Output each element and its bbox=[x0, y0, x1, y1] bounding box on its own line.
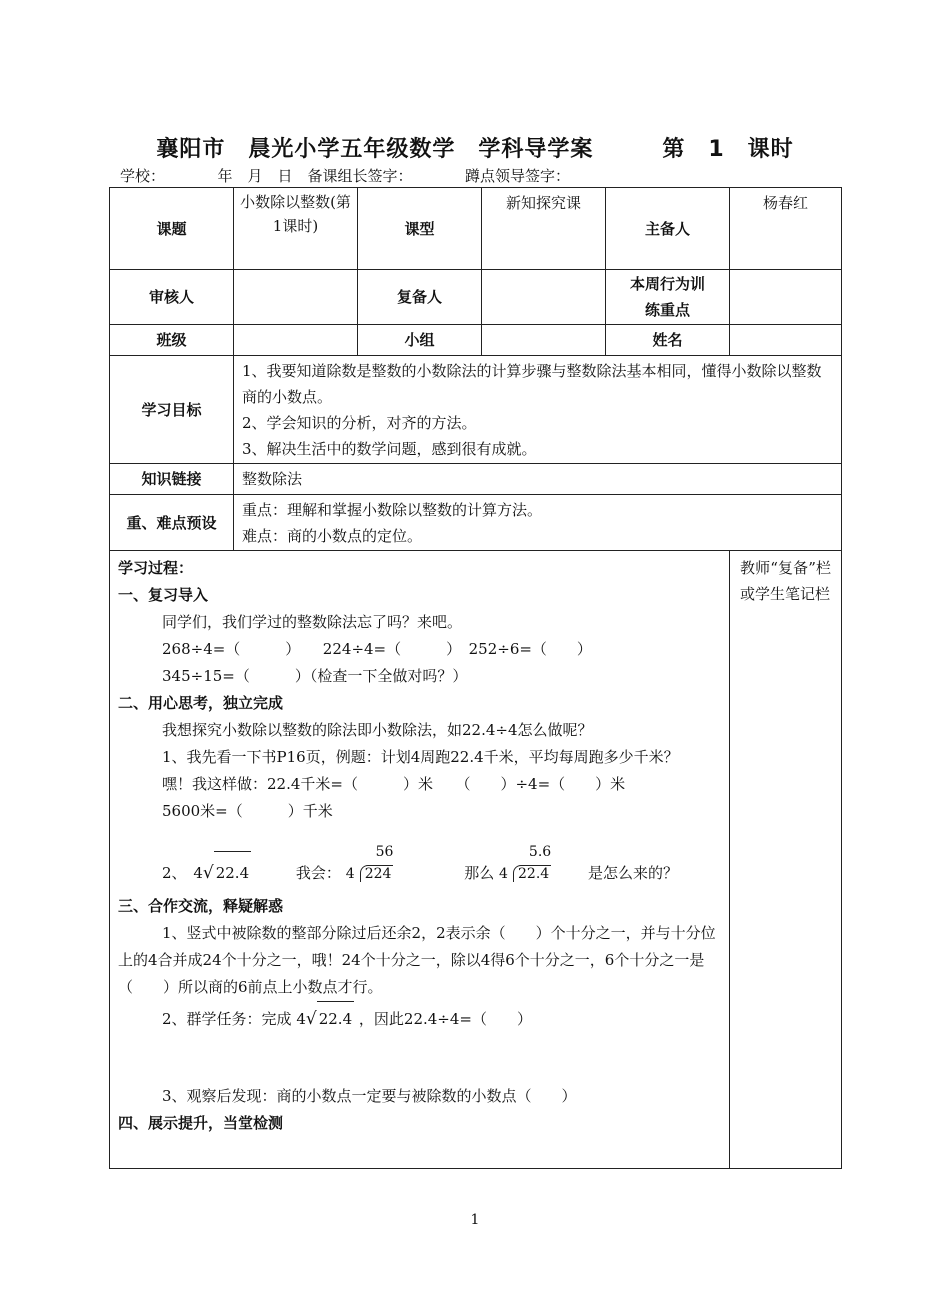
label-i-can: 我会： bbox=[295, 864, 341, 882]
name-value[interactable] bbox=[730, 325, 842, 356]
exercise-line: 268÷4=（ ） 224÷4=（ ） 252÷6=（ ） bbox=[162, 640, 592, 658]
process-row bbox=[110, 551, 842, 1169]
divisor: 4 bbox=[345, 866, 355, 882]
goal-item: 1、我要知道除数是整数的小数除法的计算步骤与整数除法基本相同，懂得小数除以整数商的小数点。 bbox=[242, 361, 822, 406]
section-text: 同学们，我们学过的整数除法忘了吗？来吧。 bbox=[162, 613, 463, 631]
focus-value[interactable] bbox=[730, 270, 842, 325]
section-text: 3、观察后发现：商的小数点一定要与被除数的小数点（ ） bbox=[162, 1087, 577, 1105]
division-line bbox=[118, 844, 723, 893]
backup-label: 复备人 bbox=[358, 270, 482, 325]
key-point: 重点：理解和掌握小数除以整数的计算方法。 bbox=[242, 500, 543, 519]
division-sqrt-form: 4 √ 22.4 bbox=[296, 1001, 354, 1036]
backup-value[interactable] bbox=[482, 270, 606, 325]
name-label: 姓名 bbox=[606, 325, 730, 356]
radicand: 22.4 bbox=[317, 1001, 354, 1036]
lead-label: 主备人 bbox=[606, 188, 730, 270]
key-label: 重、难点预设 bbox=[110, 495, 234, 551]
goal-item: 2、学会知识的分析，对齐的方法。 bbox=[242, 413, 477, 432]
quotient: 5.6 bbox=[528, 844, 552, 860]
info-row-1 bbox=[110, 188, 842, 270]
signature-line: 学校： 年 月 日 备课组长签字： 蹲点领导签字： bbox=[120, 167, 571, 185]
radicand: 22.4 bbox=[214, 851, 251, 894]
dividend: 224 bbox=[360, 865, 394, 882]
page-title: 襄阳市 晨光小学五年级数学 学科导学案 第 1 课时 bbox=[156, 137, 794, 162]
topic-value: 小数除以整数(第1课时) bbox=[234, 188, 358, 270]
dividend: 22.4 bbox=[513, 865, 551, 882]
divisor: 4 bbox=[193, 864, 203, 882]
group-value[interactable] bbox=[482, 325, 606, 356]
page-number: 1 bbox=[470, 1212, 480, 1228]
type-label: 课型 bbox=[358, 188, 482, 270]
section-heading: 二、用心思考，独立完成 bbox=[118, 694, 284, 712]
info-row-2 bbox=[110, 270, 842, 325]
section-heading: 四、展示提升，当堂检测 bbox=[118, 1114, 284, 1132]
section-heading: 一、复习导入 bbox=[118, 586, 209, 604]
section-text: 1、我先看一下书P16页，例题：计划4周跑22.4千米，平均每周跑多少千米？ bbox=[162, 748, 679, 766]
group-task-line bbox=[118, 1001, 723, 1035]
topic-label: 课题 bbox=[110, 188, 234, 270]
long-division-integer bbox=[345, 844, 394, 883]
key-row bbox=[110, 495, 842, 551]
process-title: 学习过程： bbox=[118, 559, 194, 577]
exercise-line: 345÷15=（ ）（检查一下全做对吗？） bbox=[162, 667, 468, 685]
section-text: 嘿！我这样做：22.4千米=（ ）米 （ ）÷4=（ ）米 bbox=[162, 775, 626, 793]
goals-content bbox=[234, 356, 842, 464]
item-number: 2、 bbox=[162, 864, 187, 882]
goal-item: 3、解决生活中的数学问题，感到很有成就。 bbox=[242, 439, 537, 458]
lead-value: 杨春红 bbox=[730, 188, 842, 270]
reviewer-label: 审核人 bbox=[110, 270, 234, 325]
division-sqrt-form: 4 √ 22.4 bbox=[193, 851, 251, 894]
reviewer-value[interactable] bbox=[234, 270, 358, 325]
task-suffix: ，因此22.4÷4=（ ） bbox=[358, 1010, 532, 1028]
knowledge-label: 知识链接 bbox=[110, 464, 234, 495]
focus-label: 本周行为训练重点 bbox=[606, 270, 730, 325]
divisor: 4 bbox=[499, 866, 508, 882]
key-content bbox=[234, 495, 842, 551]
key-difficulty: 难点：商的小数点的定位。 bbox=[242, 526, 423, 545]
knowledge-value: 整数除法 bbox=[234, 464, 842, 495]
teacher-notes-column: 教师“复备”栏或学生笔记栏 bbox=[730, 551, 842, 1169]
goals-label: 学习目标 bbox=[110, 356, 234, 464]
long-division-decimal bbox=[499, 844, 552, 883]
goals-row bbox=[110, 356, 842, 464]
class-label: 班级 bbox=[110, 325, 234, 356]
section-text: 5600米=（ ）千米 bbox=[162, 802, 333, 820]
question-text: 是怎么来的？ bbox=[587, 864, 678, 882]
divisor: 4 bbox=[296, 1010, 306, 1028]
section-text: 我想探究小数除以整数的除法即小数除法，如22.4÷4怎么做呢？ bbox=[162, 721, 593, 739]
info-row-3 bbox=[110, 325, 842, 356]
knowledge-row bbox=[110, 464, 842, 495]
lesson-plan-table bbox=[109, 187, 842, 1169]
process-content bbox=[110, 551, 730, 1169]
quotient: 56 bbox=[375, 844, 394, 860]
group-label: 小组 bbox=[358, 325, 482, 356]
task-prefix: 2、群学任务：完成 bbox=[162, 1010, 292, 1028]
class-value[interactable] bbox=[234, 325, 358, 356]
label-then: 那么 bbox=[464, 864, 495, 882]
section-heading: 三、合作交流，释疑解惑 bbox=[118, 897, 284, 915]
type-value: 新知探究课 bbox=[482, 188, 606, 270]
section-text: 1、竖式中被除数的整部分除过后还余2，2表示余（ ）个十分之一，并与十分位上的4合并成24个十分之一，哦！24个十分之一，除以4得6个十分之一，6个十分之一是（ ）所以商的6前点上小数点才行。 bbox=[118, 924, 716, 996]
